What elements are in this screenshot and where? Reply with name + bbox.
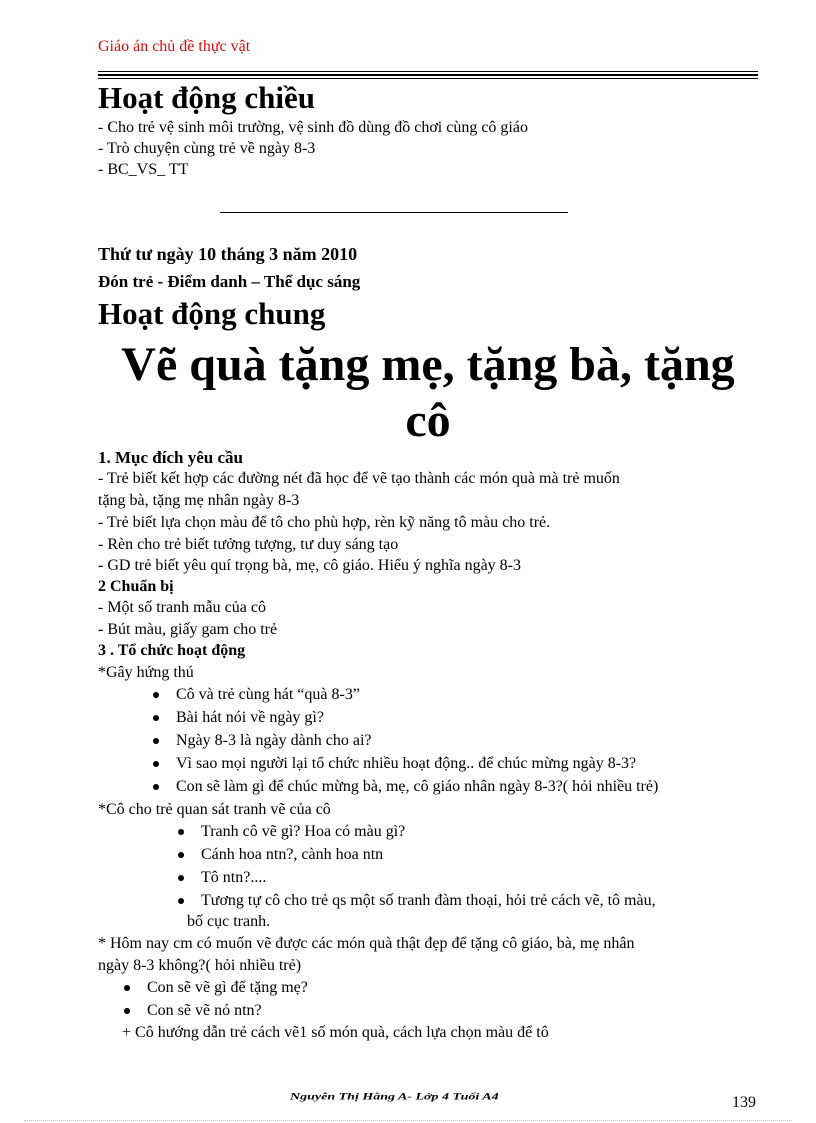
section2-line: - Bút màu, giấy gam cho trẻ bbox=[98, 621, 278, 638]
bullet-item: Con sẽ làm gì để chúc mừng bà, mẹ, cô giáo nhân ngày 8-3?( hỏi nhiều trẻ) bbox=[176, 778, 659, 795]
section1-line: - Rèn cho trẻ biết tưởng tượng, tư duy sáng tạo bbox=[98, 536, 399, 553]
bullet-icon bbox=[153, 761, 159, 767]
bullet-item: Con sẽ vẽ gì để tặng mẹ? bbox=[147, 979, 308, 996]
date-line: Thứ tư ngày 10 tháng 3 năm 2010 bbox=[98, 244, 358, 264]
bullet-item: Bài hát nói về ngày gì? bbox=[176, 709, 324, 726]
section3-intro: ngày 8-3 không?( hỏi nhiều trẻ) bbox=[98, 957, 302, 974]
afternoon-item: - Trò chuyện cùng trẻ về ngày 8-3 bbox=[98, 140, 316, 157]
bullet-item: Tương tự cô cho trẻ qs một số tranh đàm thoại, hỏi trẻ cách vẽ, tô màu, bbox=[201, 892, 656, 909]
header-rule bbox=[98, 71, 758, 72]
activity-heading: Hoạt động chung bbox=[98, 296, 326, 331]
bullet-icon bbox=[153, 715, 159, 721]
afternoon-item: - BC_VS_ TT bbox=[98, 161, 189, 178]
bullet-icon bbox=[178, 852, 184, 858]
bullet-icon bbox=[124, 1008, 130, 1014]
closing-line: + Cô hướng dẫn trẻ cách vẽ1 số món quà, cách lựa chọn màu để tô bbox=[122, 1024, 549, 1041]
afternoon-heading: Hoạt động chiều bbox=[98, 80, 316, 115]
lesson-title-cont: cô bbox=[405, 394, 451, 447]
bullet-icon bbox=[178, 829, 184, 835]
bullet-item-cont: bố cục tranh. bbox=[187, 913, 271, 930]
bullet-item: Ngày 8-3 là ngày dành cho ai? bbox=[176, 732, 372, 749]
section3-intro: * Hôm nay cm có muốn vẽ được các món quà thật đẹp để tặng cô giáo, bà, mẹ nhân bbox=[98, 935, 635, 952]
lesson-title: Vẽ quà tặng mẹ, tặng bà, tặng bbox=[121, 338, 735, 391]
bullet-icon bbox=[153, 784, 159, 790]
section3-intro: *Gây hứng thú bbox=[98, 664, 194, 681]
section1-line: - Trẻ biết lựa chọn màu để tô cho phù hợp, rèn kỹ năng tô màu cho trẻ. bbox=[98, 514, 551, 531]
section3-intro: *Cô cho trẻ quan sát tranh vẽ của cô bbox=[98, 801, 331, 818]
section1-line: - Trẻ biết kết hợp các đường nét đã học để vẽ tạo thành các món quà mà trẻ muốn bbox=[98, 470, 620, 487]
footer-author: Nguyễn Thị Hằng A- Lớp 4 Tuổi A4 bbox=[290, 1092, 499, 1103]
header-rule bbox=[98, 74, 758, 76]
header-rule bbox=[98, 78, 758, 79]
header-title: Giáo án chủ đề thực vật bbox=[98, 38, 251, 55]
bullet-item: Cánh hoa ntn?, cành hoa ntn bbox=[201, 846, 384, 863]
section1-line: - GD trẻ biết yêu quí trọng bà, mẹ, cô giáo. Hiểu ý nghĩa ngày 8-3 bbox=[98, 557, 521, 574]
bullet-item: Tranh cô vẽ gì? Hoa có màu gì? bbox=[201, 823, 406, 840]
bullet-item: Tô ntn?.... bbox=[201, 869, 267, 886]
afternoon-item: - Cho trẻ vệ sinh môi trường, vệ sinh đồ dùng đồ chơi cùng cô giáo bbox=[98, 119, 528, 136]
routine-line: Đón trẻ - Điểm danh – Thể dục sáng bbox=[98, 272, 361, 291]
bullet-icon bbox=[178, 898, 184, 904]
bullet-item: Cô và trẻ cùng hát “quà 8-3” bbox=[176, 686, 360, 703]
page-number: 139 bbox=[732, 1094, 756, 1111]
bullet-icon bbox=[153, 738, 159, 744]
section2-line: - Một số tranh mẫu của cô bbox=[98, 599, 266, 616]
bullet-icon bbox=[178, 875, 184, 881]
bullet-item: Vì sao mọi người lại tổ chức nhiều hoạt động.. để chúc mừng ngày 8-3? bbox=[176, 755, 637, 772]
section-separator bbox=[220, 212, 568, 213]
bullet-item: Con sẽ vẽ nó ntn? bbox=[147, 1002, 262, 1019]
bullet-icon bbox=[124, 985, 130, 991]
footer-rule bbox=[24, 1120, 792, 1121]
section1-title: 1. Mục đích yêu cầu bbox=[98, 448, 243, 467]
section2-title: 2 Chuẩn bị bbox=[98, 578, 174, 595]
section3-title: 3 . Tổ chức hoạt động bbox=[98, 642, 246, 659]
bullet-icon bbox=[153, 692, 159, 698]
section1-line: tặng bà, tặng mẹ nhân ngày 8-3 bbox=[98, 492, 300, 509]
